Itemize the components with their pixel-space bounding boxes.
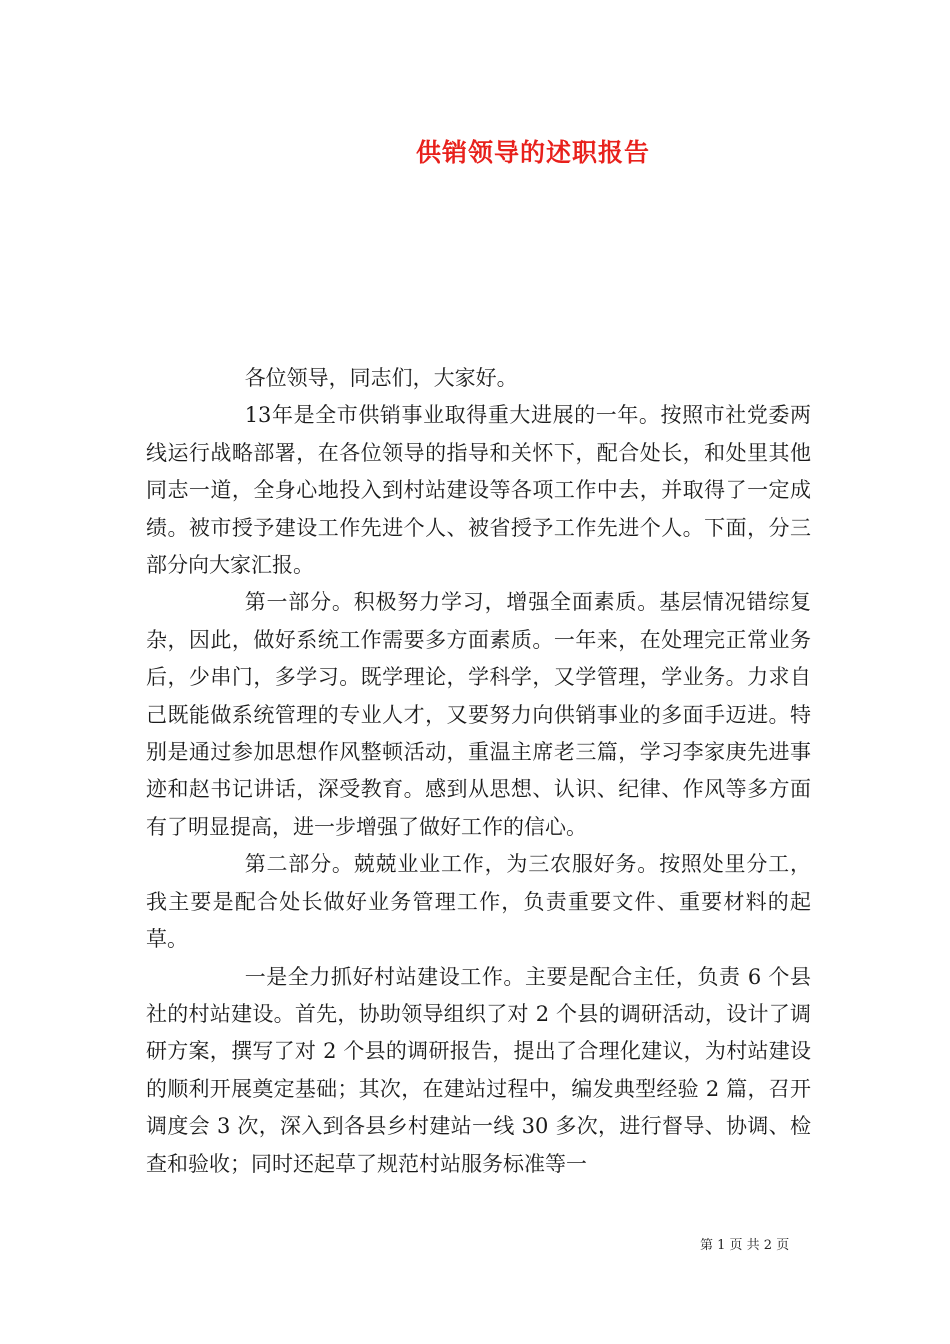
paragraph-village-station: 一是全力抓好村站建设工作。主要是配合主任，负责 6 个县社的村站建设。首先，协助领导组织了对 2 个县的调研活动，设计了调研方案，撰写了对 2 个县的调研报告，提出了合理化建议，为村站建设的顺利开展奠定基础；其次，在建站过程中，编发典型经验 2 篇，召开调度会 3 次，深入到各县乡村建站一线 30 多次，进行督导、协调、检查和验收；同时还起草了规范村站服务标准等一 (146, 964, 811, 1176)
paragraph-greeting: 各位领导，同志们，大家好。 (244, 366, 518, 390)
document-title: 供销领导的述职报告 (415, 138, 650, 167)
paragraph-part-one: 第一部分。积极努力学习，增强全面素质。基层情况错综复杂，因此，做好系统工作需要多方面素质。一年来，在处理完正常业务后，少串门，多学习。既学理论，学科学，又学管理，学业务。力求自己既能做系统管理的专业人才，又要努力向供销事业的多面手迈进。特别是通过参加思想作风整顿活动，重温主席老三篇，学习李家庚先进事迹和赵书记讲话，深受教育。感到从思想、认识、纪律、作风等多方面有了明显提高，进一步增强了做好工作的信心。 (146, 590, 811, 839)
paragraph-part-two: 第二部分。兢兢业业工作，为三农服好务。按照处里分工，我主要是配合处长做好业务管理工作，负责重要文件、重要材料的起草。 (146, 852, 811, 952)
page-number-footer: 第 1 页 共 2 页 (700, 1238, 790, 1253)
document-body (146, 360, 811, 1183)
paragraph-intro: 13年是全市供销事业取得重大进展的一年。按照市社党委两线运行战略部署，在各位领导的指导和关怀下，配合处长，和处里其他同志一道，全身心地投入到村站建设等各项工作中去，并取得了一定成绩。被市授予建设工作先进个人、被省授予工作先进个人。下面，分三部分向大家汇报。 (146, 403, 811, 578)
